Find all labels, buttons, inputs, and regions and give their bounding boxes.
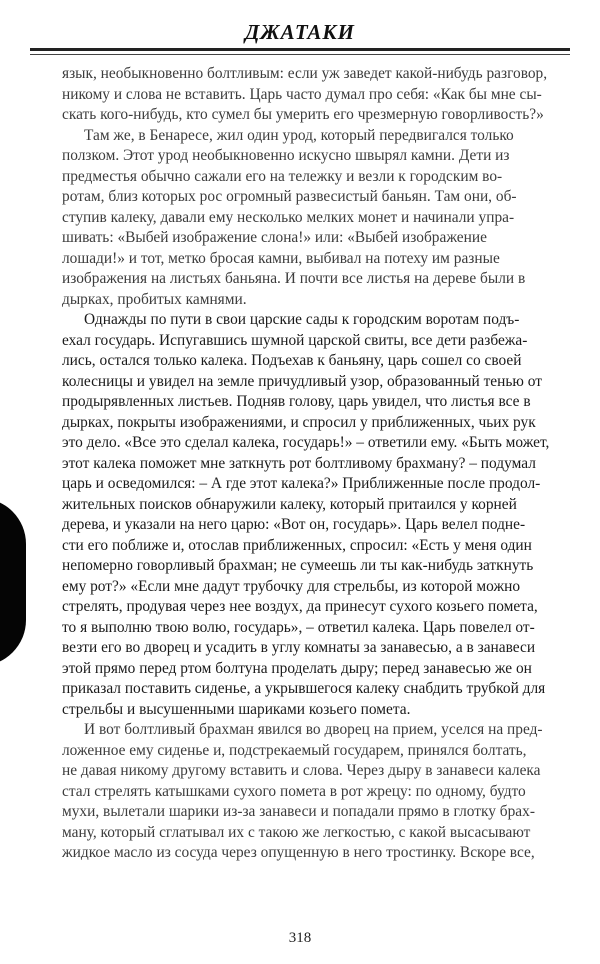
text-line: мухи, вылетали шарики из-за занавеси и попадали прямо в глотку брах- <box>62 803 535 820</box>
text-line: ехал государь. Испугавшись шумной царской свиты, все дети разбежа- <box>62 331 528 349</box>
text-line: ману, который сглатывал их с такою же легкостью, с какой высасывают <box>62 823 531 841</box>
text-line: этот калека поможет мне заткнуть рот болтливому брахману? – подумал <box>62 454 536 472</box>
text-line: Однажды по пути в свои царские сады к городским воротам подъ- <box>84 311 520 328</box>
text-line: дырках, пробитых камнями. <box>62 290 247 308</box>
text-line: шивать: «Выбей изображение слона!» или: «Выбей изображение <box>62 229 487 246</box>
text-line: никому и слова не вставить. Царь часто думал про себя: «Как бы мне сы- <box>62 85 542 103</box>
body-text <box>62 64 572 864</box>
text-line: предместья обычно сажали его на тележку и везли к городским во- <box>62 167 503 185</box>
text-line: везти его во дворец и усадить в углу комнаты за занавесью, а в занавеси <box>62 639 536 656</box>
paragraph-4 <box>62 720 572 864</box>
header-rule-thin <box>30 54 570 55</box>
text-line: непомерно говорливый брахман; не сумеешь ли ты как-нибудь заткнуть <box>62 557 534 574</box>
text-line: дерева, и указали на него царю: «Вот он, государь». Царь велел подне- <box>62 516 526 533</box>
text-line: И вот болтливый брахман явился во дворец на прием, уселся на пред- <box>84 721 543 738</box>
text-line: ему рот?» «Если мне дадут трубочку для стрельбы, из которой можно <box>62 577 521 595</box>
text-line: царь и осведомился: – А где этот калека?» Приближенные после продол- <box>62 475 541 492</box>
text-line: колесницы и увидел на земле причудливый узор, образованный тенью от <box>62 372 542 390</box>
text-line: не давая никому другому вставить и слова. Через дыру в занавеси калека <box>62 762 541 779</box>
text-line: жидкое масло из сосуда через опущенную в него тростинку. Вскоре все, <box>62 844 535 861</box>
paragraph-1 <box>62 64 572 126</box>
paragraph-2 <box>62 126 572 311</box>
text-line: этой прямо перед ртом болтуна проделать дыру; перед занавесью же он <box>62 659 532 677</box>
header-rule-thick <box>30 48 570 51</box>
text-line: стрелять, продувая через нее воздух, да принесут сухого козьего помета, <box>62 598 538 615</box>
text-line: продырявленных листьев. Подняв голову, царь увидел, что листья все в <box>62 393 531 410</box>
text-line: ложенное ему сиденье и, подстрекаемый государем, принялся болтать, <box>62 741 527 759</box>
text-line: ползком. Этот урод необыкновенно искусно швырял камни. Дети из <box>62 147 510 164</box>
text-line: приказал поставить сиденье, а укрывшегося калеку снабдить трубкой для <box>62 680 546 697</box>
paragraph-3 <box>62 310 572 720</box>
running-header-title: ДЖАТАКИ <box>245 20 355 44</box>
text-line: жительных поисков обнаружили калеку, который притаился у корней <box>62 495 517 513</box>
text-line: ступив калеку, давали ему несколько мелких монет и начинали упра- <box>62 208 515 226</box>
text-line: язык, необыкновенно болтливым: если уж заведет какой-нибудь разговор, <box>62 65 548 82</box>
text-line: это дело. «Все это сделал калека, государь!» – ответили ему. «Быть может, <box>62 434 550 451</box>
text-line: стал стрелять катышками сухого помета в рот жрецу: по одному, будто <box>62 782 526 800</box>
text-line: лись, остался только калека. Подъехав к баньяну, царь сошел со своей <box>62 352 522 369</box>
text-line: Там же, в Бенаресе, жил один урод, который передвигался только <box>84 126 514 144</box>
text-line: изображения на листьях баньяна. И почти все листья на дереве были в <box>62 270 526 287</box>
text-line: ротам, близ которых рос огромный развесистый баньян. Там они, об- <box>62 188 517 205</box>
page-edge-shadow <box>0 498 26 666</box>
text-line: дырках, покрыты изображениями, и спросил у приближенных, чьих рук <box>62 413 536 431</box>
text-line: то я выполню твою волю, государь», – ответил калека. Царь повелел от- <box>62 618 535 636</box>
text-line: стрельбы и высушенными шариками козьего помета. <box>62 700 411 718</box>
text-line: скать кого-нибудь, кто сумел бы умерить его чрезмерную говорливость?» <box>62 106 544 123</box>
text-line: сти его поближе и, отослав приближенных, спросил: «Есть у меня один <box>62 536 532 554</box>
text-line: лошади!» и тот, метко бросая камни, выбивал на потеху им разные <box>62 249 500 267</box>
page-number: 318 <box>288 930 312 946</box>
